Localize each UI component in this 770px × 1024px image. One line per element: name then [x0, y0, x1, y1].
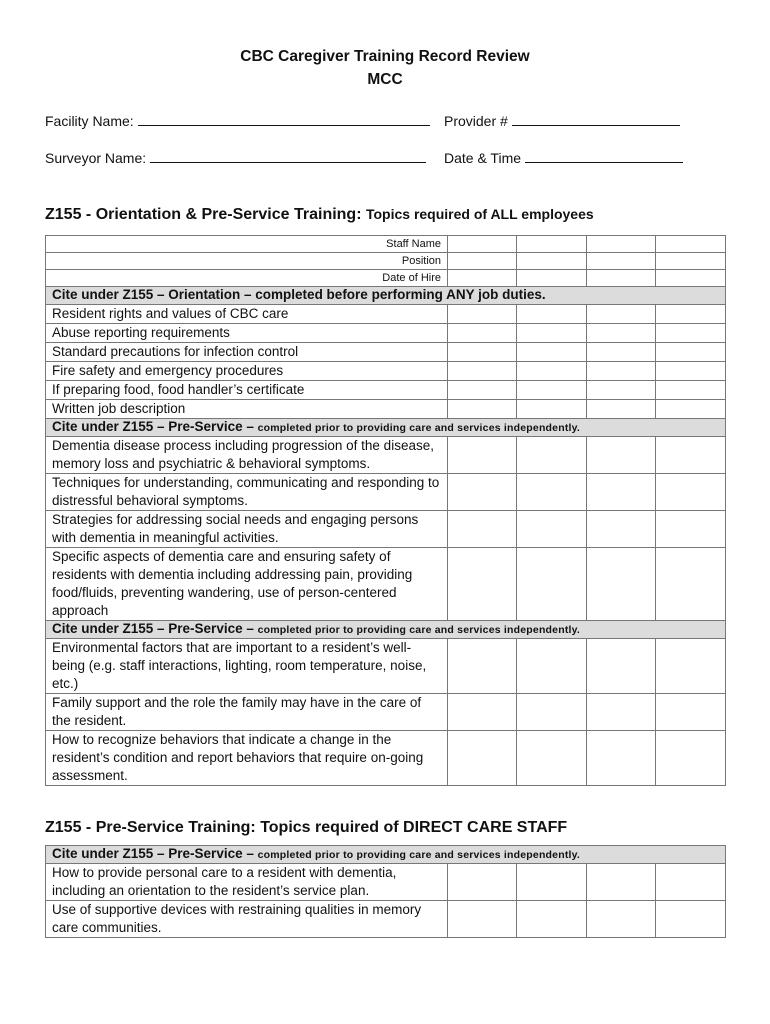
check-cell[interactable] — [656, 639, 726, 694]
check-cell[interactable] — [448, 511, 517, 548]
check-cell[interactable] — [448, 400, 517, 419]
check-cell[interactable] — [448, 362, 517, 381]
table-row — [46, 343, 726, 362]
cite-preservice-text: Cite under Z155 – Pre-Service – — [52, 621, 258, 636]
staff-cell[interactable] — [656, 253, 726, 270]
check-cell[interactable] — [448, 343, 517, 362]
check-cell[interactable] — [517, 343, 587, 362]
check-cell[interactable] — [448, 437, 517, 474]
cite-orientation-text: Cite under Z155 – Orientation – completed before performing ANY job duties. — [52, 287, 546, 302]
check-cell[interactable] — [517, 548, 587, 621]
topic-label: If preparing food, food handler’s certificate — [46, 381, 448, 400]
check-cell[interactable] — [448, 639, 517, 694]
cite-preservice-note: completed prior to providing care and services independently. — [257, 624, 581, 636]
section1-table — [45, 235, 726, 786]
position-row — [46, 253, 726, 270]
staff-cell[interactable] — [517, 270, 587, 287]
table-row — [46, 864, 726, 901]
table-row — [46, 362, 726, 381]
check-cell[interactable] — [656, 324, 726, 343]
date-time-row — [444, 148, 683, 166]
check-cell[interactable] — [656, 474, 726, 511]
section1-title — [45, 206, 594, 224]
topic-label: Techniques for understanding, communicating and responding to distressful behavioral symptoms. — [46, 474, 448, 511]
section2-title: Z155 - Pre-Service Training: Topics required of DIRECT CARE STAFF — [45, 819, 568, 836]
check-cell[interactable] — [656, 343, 726, 362]
staff-cell[interactable] — [448, 270, 517, 287]
facility-name-label: Facility Name: — [45, 113, 134, 129]
staff-cell[interactable] — [517, 236, 587, 253]
table-row — [46, 400, 726, 419]
check-cell[interactable] — [587, 305, 656, 324]
check-cell[interactable] — [656, 694, 726, 731]
check-cell[interactable] — [517, 362, 587, 381]
check-cell[interactable] — [587, 731, 656, 786]
check-cell[interactable] — [517, 901, 587, 938]
table-row — [46, 305, 726, 324]
check-cell[interactable] — [587, 400, 656, 419]
provider-number-label: Provider # — [444, 113, 508, 129]
topic-label: Dementia disease process including progression of the disease, memory loss and psychiatric & behavioral symptoms. — [46, 437, 448, 474]
date-time-field[interactable] — [525, 148, 683, 163]
topic-label: Family support and the role the family may have in the care of the resident. — [46, 694, 448, 731]
check-cell[interactable] — [448, 731, 517, 786]
section1-heading: Z155 - Orientation & Pre-Service Training: — [45, 206, 362, 223]
surveyor-name-label: Surveyor Name: — [45, 150, 147, 166]
check-cell[interactable] — [656, 901, 726, 938]
check-cell[interactable] — [517, 400, 587, 419]
check-cell[interactable] — [517, 474, 587, 511]
check-cell[interactable] — [656, 511, 726, 548]
topic-label: Abuse reporting requirements — [46, 324, 448, 343]
topic-label: How to recognize behaviors that indicate a change in the resident’s condition and report behaviors that require on-going assessment. — [46, 731, 448, 786]
topic-label: Written job description — [46, 400, 448, 419]
check-cell[interactable] — [587, 639, 656, 694]
surveyor-name-row — [45, 148, 426, 166]
staff-cell[interactable] — [587, 236, 656, 253]
staff-cell[interactable] — [448, 236, 517, 253]
staff-cell[interactable] — [587, 270, 656, 287]
check-cell[interactable] — [448, 305, 517, 324]
table-row — [46, 511, 726, 548]
facility-name-row — [45, 111, 430, 129]
check-cell[interactable] — [517, 305, 587, 324]
staff-cell[interactable] — [517, 253, 587, 270]
cite-orientation-row — [46, 287, 726, 305]
check-cell[interactable] — [587, 381, 656, 400]
topic-label: Resident rights and values of CBC care — [46, 305, 448, 324]
table-row — [46, 381, 726, 400]
check-cell[interactable] — [517, 437, 587, 474]
check-cell[interactable] — [448, 901, 517, 938]
check-cell[interactable] — [587, 437, 656, 474]
check-cell[interactable] — [656, 548, 726, 621]
check-cell[interactable] — [587, 864, 656, 901]
check-cell[interactable] — [656, 437, 726, 474]
cite-preservice-text: Cite under Z155 – Pre-Service – — [52, 419, 258, 434]
provider-number-field[interactable] — [512, 111, 680, 126]
page-title: CBC Caregiver Training Record Review — [240, 48, 530, 65]
section1-subheading: Topics required of ALL employees — [365, 206, 594, 222]
topic-label: Standard precautions for infection control — [46, 343, 448, 362]
staff-cell[interactable] — [656, 236, 726, 253]
check-cell[interactable] — [517, 381, 587, 400]
staff-name-label: Staff Name — [46, 236, 448, 253]
position-label: Position — [46, 253, 448, 270]
check-cell[interactable] — [587, 511, 656, 548]
check-cell[interactable] — [587, 548, 656, 621]
table-row — [46, 731, 726, 786]
cite-preservice — [46, 621, 726, 639]
check-cell[interactable] — [448, 694, 517, 731]
facility-name-field[interactable] — [138, 111, 430, 126]
check-cell[interactable] — [448, 864, 517, 901]
cite-preservice-row — [46, 621, 726, 639]
cite-orientation — [46, 287, 726, 305]
staff-cell[interactable] — [587, 253, 656, 270]
provider-number-row — [444, 111, 680, 129]
table-row — [46, 694, 726, 731]
topic-label: Specific aspects of dementia care and ensuring safety of residents with dementia including addressing pain, providing food/fluids, preventing wandering, use of person-centered approach — [46, 548, 448, 621]
check-cell[interactable] — [587, 343, 656, 362]
check-cell[interactable] — [517, 731, 587, 786]
staff-cell[interactable] — [656, 270, 726, 287]
check-cell[interactable] — [587, 324, 656, 343]
date-of-hire-label: Date of Hire — [46, 270, 448, 287]
topic-label: Fire safety and emergency procedures — [46, 362, 448, 381]
check-cell[interactable] — [587, 694, 656, 731]
check-cell[interactable] — [587, 474, 656, 511]
check-cell[interactable] — [656, 381, 726, 400]
check-cell[interactable] — [587, 362, 656, 381]
surveyor-name-field[interactable] — [150, 148, 426, 163]
check-cell[interactable] — [656, 305, 726, 324]
check-cell[interactable] — [517, 864, 587, 901]
check-cell[interactable] — [517, 511, 587, 548]
check-cell[interactable] — [656, 400, 726, 419]
staff-cell[interactable] — [448, 253, 517, 270]
check-cell[interactable] — [448, 474, 517, 511]
check-cell[interactable] — [587, 901, 656, 938]
table-row — [46, 639, 726, 694]
date-time-label: Date & Time — [444, 150, 522, 166]
check-cell[interactable] — [448, 381, 517, 400]
table-row — [46, 474, 726, 511]
table-row — [46, 437, 726, 474]
check-cell[interactable] — [517, 694, 587, 731]
topic-label: How to provide personal care to a resident with dementia, including an orientation to the resident’s service plan. — [46, 864, 448, 901]
check-cell[interactable] — [448, 324, 517, 343]
cite-preservice — [46, 419, 726, 437]
page-subtitle: MCC — [367, 71, 403, 88]
cite-preservice-note: completed prior to providing care and services independently. — [257, 422, 581, 434]
check-cell[interactable] — [656, 362, 726, 381]
cite-preservice-note: completed prior to providing care and services independently. — [257, 849, 581, 861]
check-cell[interactable] — [656, 864, 726, 901]
table-row — [46, 324, 726, 343]
table-row — [46, 901, 726, 938]
check-cell[interactable] — [448, 548, 517, 621]
date-of-hire-row — [46, 270, 726, 287]
table-row — [46, 548, 726, 621]
cite-preservice-row — [46, 419, 726, 437]
check-cell[interactable] — [517, 324, 587, 343]
section2-table — [45, 845, 726, 938]
check-cell[interactable] — [517, 639, 587, 694]
topic-label: Use of supportive devices with restraining qualities in memory care communities. — [46, 901, 448, 938]
topic-label: Strategies for addressing social needs and engaging persons with dementia in meaningful activities. — [46, 511, 448, 548]
staff-name-row — [46, 236, 726, 253]
cite-preservice — [46, 846, 726, 864]
cite-preservice-text: Cite under Z155 – Pre-Service – — [52, 846, 258, 861]
cite-preservice-row — [46, 846, 726, 864]
check-cell[interactable] — [656, 731, 726, 786]
topic-label: Environmental factors that are important to a resident’s well-being (e.g. staff interactions, lighting, room temperature, noise, etc.) — [46, 639, 448, 694]
